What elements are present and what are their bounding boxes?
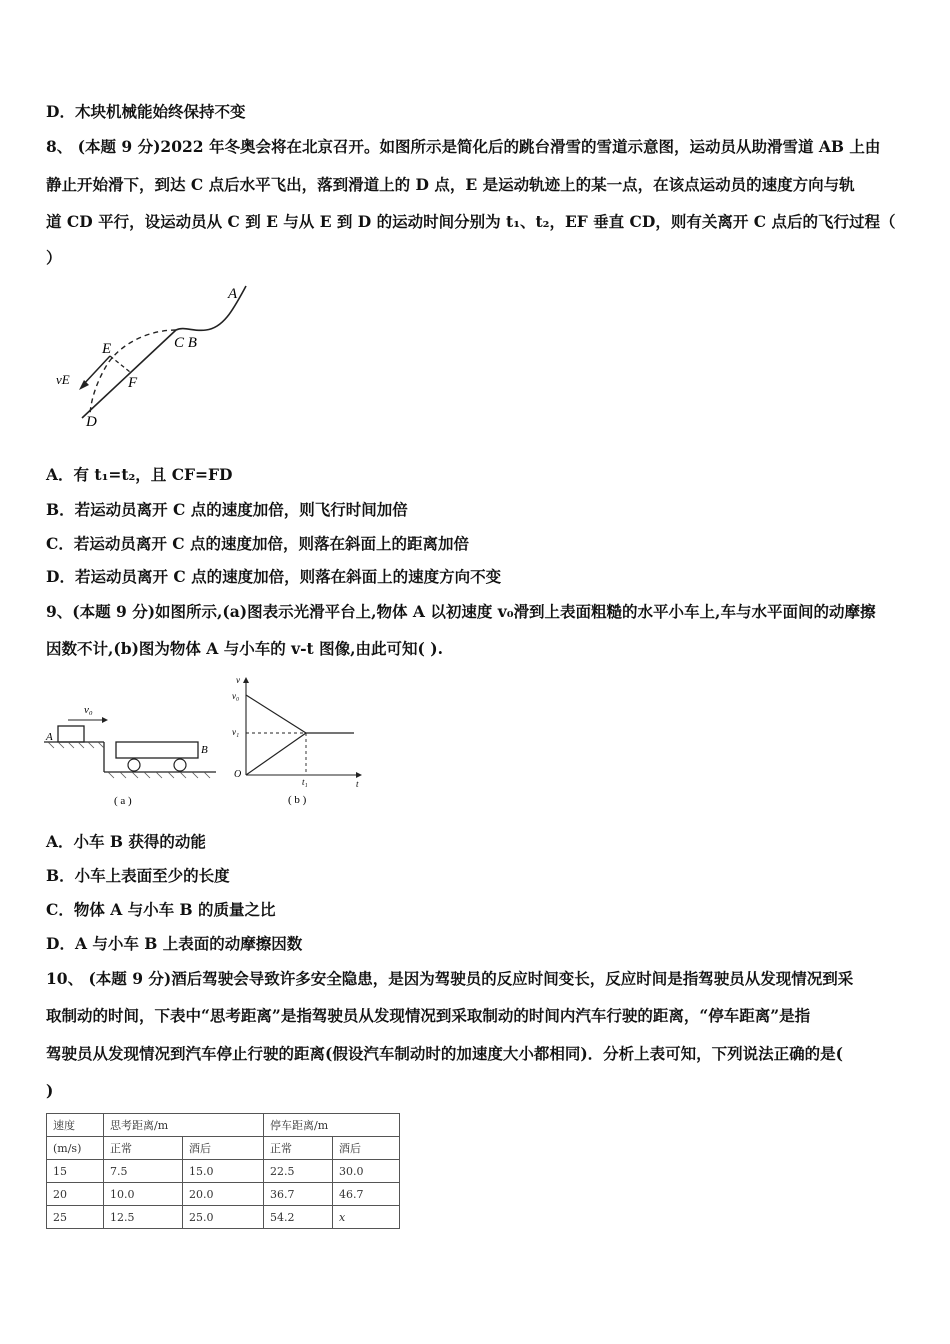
label-t1: t₁: [302, 777, 308, 787]
q8-option-d: D．若运动员离开 C 点的速度加倍，则落在斜面上的速度方向不变: [46, 567, 502, 586]
table-cell: 22.5: [264, 1160, 333, 1183]
cart-wheel-right: [174, 759, 186, 771]
table-cell: x: [333, 1206, 400, 1229]
label-v0: v₀: [84, 704, 93, 716]
q8-option-b: B．若运动员离开 C 点的速度加倍，则飞行时间加倍: [46, 500, 408, 519]
label-e: E: [102, 341, 112, 357]
q8-ski-jump-figure: [46, 278, 266, 433]
table-cell: 10.0: [104, 1183, 183, 1206]
label-a: A: [228, 286, 238, 302]
q8-stem-line1: 8、 (本题 9 分)2022 年冬奥会将在北京召开。如图所示是简化后的跳台滑雪的雪道示意图，运动员从助滑雪道 AB 上由: [46, 137, 881, 156]
ef-dashed-line: [110, 356, 130, 372]
q9-figure-a: [44, 700, 224, 810]
label-fig-b: ( b ): [288, 794, 307, 806]
table-cell: 25: [47, 1206, 104, 1229]
table-cell: 15.0: [183, 1160, 264, 1183]
q9-stem-line2: 因数不计,(b)图为物体 A 与小车的 v-t 图像,由此可知( ).: [46, 639, 443, 658]
cart-wheel-left: [128, 759, 140, 771]
label-o: O: [234, 769, 242, 780]
table-cell: 25.0: [183, 1206, 264, 1229]
table-cell: 12.5: [104, 1206, 183, 1229]
table-cell: 36.7: [264, 1183, 333, 1206]
table-row: [47, 1160, 400, 1183]
table-cell: 20.0: [183, 1183, 264, 1206]
q8-stem-line4: ）: [46, 248, 62, 267]
label-v1: v₁: [232, 727, 240, 737]
label-d: D: [86, 414, 97, 430]
q10-stem-line1: 10、 (本题 9 分)酒后驾驶会导致许多安全隐患，是因为驾驶员的反应时间变长，反应时间是指驾驶员从发现情况到采: [46, 969, 854, 988]
table-row: [47, 1206, 400, 1229]
q9-option-c: C．物体 A 与小车 B 的质量之比: [46, 900, 276, 919]
q9-option-b: B．小车上表面至少的长度: [46, 866, 230, 885]
q9-option-a: A．小车 B 获得的动能: [46, 832, 206, 851]
ground-hatch: [108, 772, 210, 778]
label-v: v: [236, 675, 240, 685]
t-axis-arrowhead-icon: [356, 772, 362, 778]
ve-velocity-arrow: [82, 356, 110, 386]
q10-stem-line2: 取制动的时间，下表中“思考距离”是指驾驶员从发现情况到采取制动的时间内汽车行驶的距离，“停车距离”是指: [46, 1006, 811, 1025]
table-cell: 20: [47, 1183, 104, 1206]
table-header-think: 思考距离/m: [104, 1114, 264, 1137]
v0-arrowhead-icon: [102, 717, 108, 723]
table-header-stop: 停车距离/m: [264, 1114, 400, 1137]
q9-figure-b: [226, 675, 366, 810]
q8-stem-line2: 静止开始滑下，到达 C 点后水平飞出，落到滑道上的 D 点，E 是运动轨迹上的某一点，在该点运动员的速度方向与轨: [46, 175, 855, 194]
table-row: [47, 1183, 400, 1206]
label-v0-axis: v₀: [232, 691, 240, 701]
q10-stem-line4: ): [46, 1081, 54, 1100]
table-cell: 30.0: [333, 1160, 400, 1183]
ve-arrowhead-icon: [79, 380, 89, 390]
table-cell: 15: [47, 1160, 104, 1183]
label-ve: vE: [56, 372, 70, 387]
line-b-accel: [246, 733, 306, 775]
table-header-normal2: 正常: [264, 1137, 333, 1160]
line-a-decel: [246, 695, 306, 733]
table-cell: 54.2: [264, 1206, 333, 1229]
cart-b: [116, 742, 198, 758]
table-subheader-row: [47, 1137, 400, 1160]
q10-stem-line3: 驾驶员从发现情况到汽车停止行驶的距离(假设汽车制动时的加速度大小都相同)．分析上表可知，下列说法正确的是(: [46, 1044, 844, 1063]
table-header-drunk1: 酒后: [183, 1137, 264, 1160]
label-fig-a: ( a ): [114, 795, 132, 807]
table-header-normal1: 正常: [104, 1137, 183, 1160]
label-a: A: [46, 731, 53, 743]
block-a: [58, 726, 84, 742]
table-header-unit: (m/s): [47, 1137, 104, 1160]
q10-data-table: [46, 1113, 400, 1229]
label-t: t: [356, 779, 359, 789]
platform-hatch: [48, 742, 104, 748]
label-b: B: [201, 744, 208, 756]
label-f: F: [128, 375, 138, 391]
table-header-row: [47, 1114, 400, 1137]
table-cell: 7.5: [104, 1160, 183, 1183]
q7-option-d: D．木块机械能始终保持不变: [46, 102, 246, 121]
q8-option-c: C．若运动员离开 C 点的速度加倍，则落在斜面上的距离加倍: [46, 534, 469, 553]
q8-stem-line3: 道 CD 平行，设运动员从 C 到 E 与从 E 到 D 的运动时间分别为 t₁、t₂，EF 垂直 CD，则有关离开 C 点后的飞行过程（: [46, 212, 896, 231]
q9-stem-line1: 9、(本题 9 分)如图所示,(a)图表示光滑平台上,物体 A 以初速度 v₀滑到上表面粗糙的水平小车上,车与水平面间的动摩擦: [46, 602, 876, 621]
q8-option-a: A．有 t₁=t₂，且 CF=FD: [46, 465, 233, 484]
label-cb: C B: [174, 335, 197, 351]
v-axis-arrowhead-icon: [243, 677, 249, 683]
table-header-speed: 速度: [47, 1114, 104, 1137]
table-cell: 46.7: [333, 1183, 400, 1206]
table-header-drunk2: 酒后: [333, 1137, 400, 1160]
q9-option-d: D．A 与小车 B 上表面的动摩擦因数: [46, 934, 303, 953]
